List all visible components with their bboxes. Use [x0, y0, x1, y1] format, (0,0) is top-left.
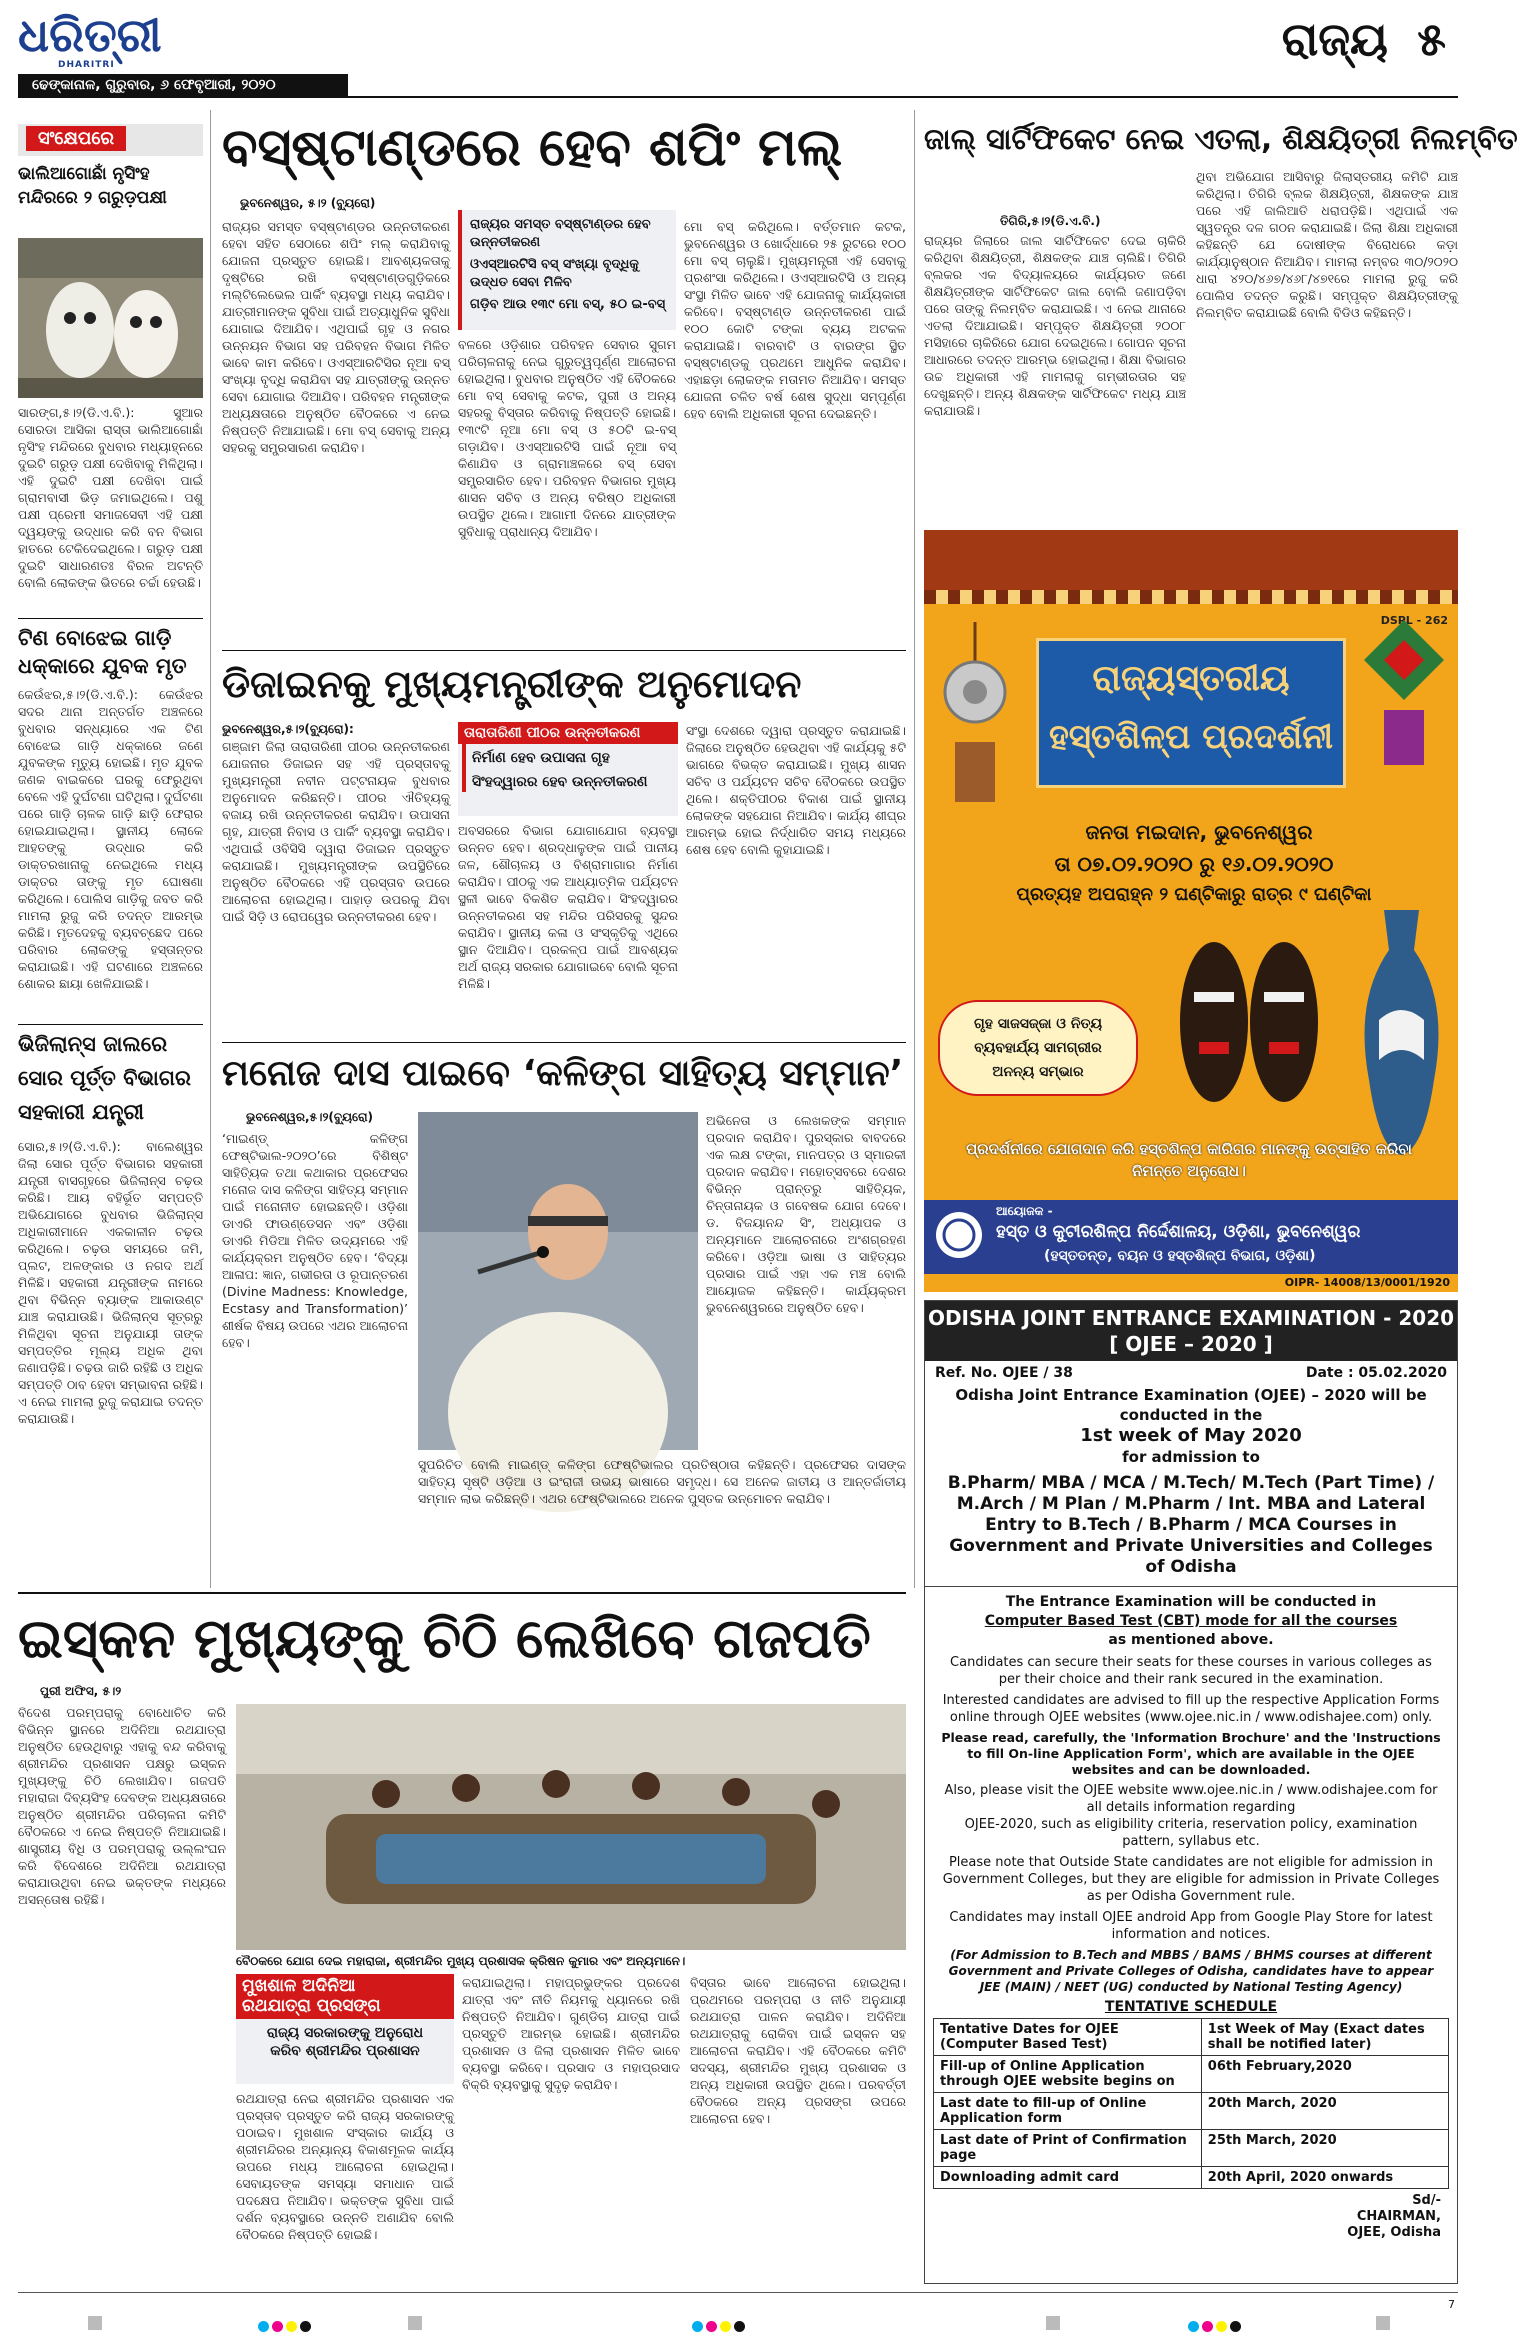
divider-2 [18, 1024, 203, 1025]
table-row [934, 2056, 1449, 2093]
ojee-title: ODISHA JOINT ENTRANCE EXAMINATION - 2020 [927, 1306, 1455, 1330]
bus-highlight-1: ରାଜ୍ୟର ସମସ୍ତ ବସ୍‌ଷ୍ଟାଣ୍ଡର ହେବ ଉନ୍ନତୀକରଣ [470, 217, 651, 250]
design-body-1: ଗଞ୍ଜାମ ଜିଲା ତାରାତାରିଣୀ ପୀଠର ଉନ୍ନତୀକରଣ ଯୋଜନାର ଡିଜାଇନ ସହ ଏହି ପ୍ରସ୍ତାବକୁ ମୁଖ୍ୟମନ୍ତ୍ରୀ ନବୀନ ପଟ୍ଟନାୟକ ବୁଧବାର ଅନୁମୋଦନ କରିଛନ୍ତି। ପୀଠର ଐତିହ୍ୟକୁ ବଜାୟ ରଖି ଉନ୍ନତୀକରଣ କରାଯିବ। ଉପାସନା ଗୃହ, ଯାତ୍ରୀ ନିବାସ ଓ ପାର୍କିଂ ବ୍ୟବସ୍ଥା କରାଯିବ। ଏଥିପାଇଁ ଓବିସିସି ଦ୍ୱାରା ଡିଜାଇନ ପ୍ରସ୍ତୁତ କରାଯାଇଛି। ମୁଖ୍ୟମନ୍ତ୍ରୀଙ୍କ ଉପସ୍ଥିତିରେ ଅନୁଷ୍ଠିତ ବୈଠକରେ ଏହି ପ୍ରସ୍ତାବ ଉପରେ ଆଲୋଚନା ହୋଇଥିଲା। ପାହାଡ଼ ଉପରକୁ ଯିବା ପାଇଁ ସିଡ଼ି ଓ ରୋପୱେର ଉନ୍ନତୀକରଣ ହେବ। [222, 739, 450, 924]
iskcon-box-title-2: ରଥଯାତ୍ରା ପ୍ରସଙ୍ଗ [236, 1996, 454, 2019]
col-divider-1 [210, 110, 211, 1588]
ad-dates: ତା ୦୭.୦୨.୨୦୨୦ ରୁ ୧୬.୦୨.୨୦୨୦ [1054, 852, 1334, 876]
design-headline: ଡିଜାଇନକୁ ମୁଖ୍ୟମନ୍ତ୍ରୀଙ୍କ ଅନୁମୋଦନ [222, 662, 802, 706]
manoj-body-1: ‘ମାଇଣ୍ଡ୍ କଳିଙ୍ଗ ଫେଷ୍ଟିଭାଲ-୨୦୨୦’ରେ ବିଶିଷ୍ଟ ସାହିତ୍ୟିକ ତଥା କଥାକାର ପ୍ରଫେସର ମନୋଜ ଦାସ କଳିଙ୍ଗ ସାହିତ୍ୟ ସମ୍ମାନ ପାଇଁ ମନୋନୀତ ହୋଇଛନ୍ତି। ଓଡ଼ିଶା ଡାଏରି ଫାଉଣ୍ଡେସନ ଏବଂ ଓଡ଼ିଶା ଡାଏରି ମିଡିଆ ମିଳିତ ଉଦ୍ୟମରେ ଏହି କାର୍ଯ୍ୟକ୍ରମ ଅନୁଷ୍ଠିତ ହେବ। ‘ବିଦ୍ୟା ଆଳାପ: ଜ୍ଞାନ, ଗଭୀରତା ଓ ରୂପାନ୍ତରଣ (Divine Madness: Knowledge, Ecstasy and Transformation)’ ଶୀର୍ଷକ ବିଷୟ ଉପରେ ଏଥର ଆଲୋଚନା ହେବ। [222, 1131, 408, 1350]
ojee-sign-3: OJEE, Odisha [1347, 2225, 1441, 2240]
iskcon-box-title-1: ମୁଖଶାଳ ଅଦିନିଆ [236, 1974, 454, 1996]
ad-org-sub: (ହସ୍ତତନ୍ତ, ବୟନ ଓ ହସ୍ତଶିଳ୍ପ ବିଭାଗ, ଓଡ଼ିଶା) [1044, 1248, 1316, 1264]
schedule-label: Tentative Dates for OJEE (Computer Based Test) [934, 2019, 1202, 2056]
ojee-date: Date : 05.02.2020 [1305, 1365, 1447, 1381]
ad-venue: ଜନତା ମଇଦାନ, ଭୁବନେଶ୍ୱର [1085, 820, 1313, 844]
manoj-byline: ଭୁବନେଶ୍ୱର,୫।୨(ବ୍ୟୁରୋ) [246, 1110, 374, 1124]
iskcon-body-1: ବିଦେଶ ପରମ୍ପରାକୁ ବୋଧୋଚିତ କରି ବିଭିନ୍ନ ସ୍ଥାନରେ ଅଦିନିଆ ରଥଯାତ୍ରା ଅନୁଷ୍ଠିତ ହେଉଥିବାରୁ ଏହାକୁ ବନ୍ଦ କରିବାକୁ ଶ୍ରୀମନ୍ଦିର ପ୍ରଶାସନ ପକ୍ଷରୁ ଇସ୍କନ ମୁଖ୍ୟଙ୍କୁ ଚିଠି ଲେଖାଯିବ। ଗଜପତି ମହାରାଜା ଦିବ୍ୟସିଂହ ଦେବଙ୍କ ଅଧ୍ୟକ୍ଷତାରେ ଅନୁଷ୍ଠିତ ଶ୍ରୀମନ୍ଦିର ପରିଚାଳନା କମିଟି ବୈଠକରେ ଏ ନେଇ ନିଷ୍ପତ୍ତି ନିଆଯାଇଛି। ଶାସ୍ତ୍ରୀୟ ବିଧି ଓ ପରମ୍ପରାକୁ ଉଲ୍ଲଂଘନ କରି ବିଦେଶରେ ଅଦିନିଆ ରଥଯାତ୍ରା କରାଯାଉଥିବା ନେଇ ଭକ୍ତଙ୍କ ମଧ୍ୟରେ ଅସନ୍ତୋଷ ରହିଛି। [18, 1705, 226, 1907]
schedule-label: Downloading admit card [934, 2167, 1202, 2189]
ad-ref: OIPR- 14008/13/0001/1920 [1284, 1276, 1450, 1289]
ad-badge [938, 1000, 1138, 1096]
dateline-text: ଢେଙ୍କାନାଳ, ଗୁରୁବାର, ୬ ଫେବୃଆରୀ, ୨୦୨୦ [32, 77, 276, 93]
ojee-cbt-3: as mentioned above. [1108, 1632, 1274, 1648]
divider-1 [18, 618, 203, 619]
table-row [934, 2093, 1449, 2130]
schedule-value: 1st Week of May (Exact dates shall be notified later) [1201, 2019, 1448, 2056]
design-highlight-title: ତାରାତାରିଣୀ ପୀଠର ଉନ୍ନତୀକରଣ [458, 722, 678, 744]
ad-timing: ପ୍ରତ୍ୟହ ଅପରାହ୍ନ ୨ ଘଣ୍ଟିକାରୁ ରାତ୍ର ୯ ଘଣ୍ଟିକା [1016, 884, 1372, 905]
cert-body-2: ଥିବା ଅଭିଯୋଗ ଆସିବାରୁ ଜିଲାସ୍ତରୀୟ କମିଟି ଯାଞ୍ଚ କରିଥିଲା। ତିଗିରି ବ୍ଲକ ଶିକ୍ଷୟିତ୍ରୀ, ଶିକ୍ଷକଙ୍କ ଯାଞ୍ଚ ପରେ ଏହି ଜାଲିଆତି ଧରାପଡ଼ିଛି। ଏଥିପାଇଁ ଏକ ସ୍ୱତନ୍ତ୍ର ଦଳ ଗଠନ କରାଯାଇଛି। ଜିଲା ଶିକ୍ଷା ଅଧିକାରୀ କହିଛନ୍ତି ଯେ ଦୋଷୀଙ୍କ ବିରୋଧରେ କଡ଼ା କାର୍ଯ୍ୟାନୁଷ୍ଠାନ ନିଆଯିବ। ମାମଲା ନମ୍ବର ୩୦/୨୦୨୦ ଧାରା ୪୨୦/୪୬୭/୪୬୮/୪୭୧ରେ ମାମଲା ରୁଜୁ କରି ପୋଲିସ ତଦନ୍ତ କରୁଛି। ସମ୍ପୃକ୍ତ ଶିକ୍ଷୟିତ୍ରୀଙ୍କୁ ନିଲମ୍ବିତ କରାଯାଇଛି ବୋଲି ବିଡିଓ କହିଛନ୍ତି। [1196, 169, 1458, 320]
ojee-intro: Odisha Joint Entrance Examination (OJEE) – 2020 will be conducted in the [955, 1386, 1427, 1424]
schedule-value: 06th February,2020 [1201, 2056, 1448, 2093]
dateline [18, 74, 348, 96]
schedule-value: 25th March, 2020 [1201, 2130, 1448, 2167]
taxi-headline: ଟିଣ ବୋଝେଇ ଗାଡ଼ି ଧକ୍କାରେ ଯୁବକ ମୃତ [18, 626, 187, 678]
schedule-value: 20th March, 2020 [1201, 2093, 1448, 2130]
reg-mark-gray-2 [408, 2316, 422, 2330]
table-row [934, 2019, 1449, 2056]
ojee-p6: Please note that Outside State candidates are not eligible for admission in Government Colleges, but they are eligible for admission in Private Colleges as per Odisha Government rule. [942, 1855, 1440, 1904]
manoj-body-2: ଅଭିନେତା ଓ ଲେଖକଙ୍କ ସମ୍ମାନ ପ୍ରଦାନ କରାଯିବ। ପୁରସ୍କାର ବାବଦରେ ଏକ ଲକ୍ଷ ଟଙ୍କା, ମାନପତ୍ର ଓ ସ୍ମାରକୀ ପ୍ରଦାନ କରାଯିବ। ମହୋତ୍ସବରେ ଦେଶର ବିଭିନ୍ନ ପ୍ରାନ୍ତରୁ ସାହିତ୍ୟିକ, ଚିନ୍ତାନାୟକ ଓ ଗବେଷକ ଯୋଗ ଦେବେ। ଡ. ବିଜୟାନନ୍ଦ ସିଂ, ଅଧ୍ୟାପକ ଓ ଅନ୍ୟମାନେ ଆଲୋଚନାରେ ଅଂଶଗ୍ରହଣ କରିବେ। ଓଡ଼ିଆ ଭାଷା ଓ ସାହିତ୍ୟର ପ୍ରସାର ପାଇଁ ଏହା ଏକ ମଞ୍ଚ ବୋଲି ଆୟୋଜକ କହିଛନ୍ତି। କାର୍ଯ୍ୟକ୍ରମ ଭୁବନେଶ୍ୱରରେ ଅନୁଷ୍ଠିତ ହେବ। [706, 1113, 906, 1315]
vigilance-body: ସୋର,୫।୨(ଡି.ଏ.ବି.): ବାଲେଶ୍ୱର ଜିଲା ସୋର ପୂର୍ତ୍ତ ବିଭାଗର ସହକାରୀ ଯନ୍ତ୍ରୀ ବାସଗୃହରେ ଭିଜିଲାନ୍ସ ଚଢ଼ଉ କରିଛି। ଆୟ ବହିର୍ଭୂତ ସମ୍ପତ୍ତି ଅଭିଯୋଗରେ ବୁଧବାର ଭିଜିଲାନ୍ସ ଅଧିକାରୀମାନେ ଏକକାଳୀନ ଚଢ଼ଉ କରିଥିଲେ। ଚଢ଼ଉ ସମୟରେ ଜମି, ପ୍ଲଟ, ଅଳଙ୍କାର ଓ ନଗଦ ଅର୍ଥ ମିଳିଛି। ସହକାରୀ ଯନ୍ତ୍ରୀଙ୍କ ନାମରେ ଥିବା ବିଭିନ୍ନ ବ୍ୟାଙ୍କ ଆକାଉଣ୍ଟ ଯାଞ୍ଚ କରାଯାଉଛି। ଭିଜିଲାନ୍ସ ସୂତ୍ରରୁ ମିଳିଥିବା ସୂଚନା ଅନୁଯାୟୀ ତାଙ୍କ ସମ୍ପତ୍ତିର ମୂଲ୍ୟ ଅଧିକ ଥିବା ଜଣାପଡ଼ିଛି। ଚଢ଼ଉ ଜାରି ରହିଛି ଓ ଅଧିକ ସମ୍ପତ୍ତି ଠାବ ହେବା ସମ୍ଭାବନା ରହିଛି। ଏ ନେଇ ମାମଲା ରୁଜୁ କରାଯାଇ ତଦନ୍ତ କରାଯାଉଛି। [18, 1139, 203, 1426]
ad-org-label: ଆୟୋଜକ - [996, 1204, 1053, 1218]
bus-highlight-box [458, 210, 676, 330]
table-row [934, 2167, 1449, 2189]
taxi-body: କେଉଁଝର,୫।୨(ଡି.ଏ.ବି.): କେଉଁଝର ସଦର ଥାନା ଅନ୍ତର୍ଗତ ଅଞ୍ଚଳରେ ବୁଧବାର ସନ୍ଧ୍ୟାରେ ଏକ ଟିଣ ବୋଝେଇ ଗାଡ଼ି ଧକ୍କାରେ ଜଣେ ଯୁବକଙ୍କ ମୃତ୍ୟୁ ହୋଇଛି। ମୃତ ଯୁବକ ଜଣକ ବାଇକରେ ଘରକୁ ଫେରୁଥିବା ବେଳେ ଏହି ଦୁର୍ଘଟଣା ଘଟିଥିଲା। ଦୁର୍ଘଟଣା ପରେ ଗାଡ଼ି ଚାଳକ ଗାଡ଼ି ଛାଡ଼ି ଫେରାର ହୋଇଯାଇଥିଲା। ସ୍ଥାନୀୟ ଲୋକେ ଆହତଙ୍କୁ ଉଦ୍ଧାର କରି ଡାକ୍ତରଖାନାକୁ ନେଇଥିଲେ ମଧ୍ୟ ଡାକ୍ତର ତାଙ୍କୁ ମୃତ ଘୋଷଣା କରିଥିଲେ। ପୋଲିସ ଗାଡ଼ିକୁ ଜବତ କରି ମାମଲା ରୁଜୁ କରି ତଦନ୍ତ ଆରମ୍ଭ କରିଛି। ମୃତଦେହକୁ ବ୍ୟବଚ୍ଛେଦ ପରେ ପରିବାର ଲୋକଙ୍କୁ ହସ୍ତାନ୍ତର କରାଯାଇଛି। ଏହି ଘଟଣାରେ ଅଞ୍ଚଳରେ ଶୋକର ଛାୟା ଖେଳିଯାଇଛି। [18, 687, 203, 991]
meeting-photo [236, 1704, 906, 1950]
sankshep-headline: ଭାଲିଆଗୋଛାଁ ନୃସିଂହ ମନ୍ଦିରରେ ୨ ଗରୁଡ଼ପକ୍ଷୀ [18, 164, 167, 208]
ad-org-box [924, 1200, 1458, 1274]
ad-top-pattern [924, 590, 1458, 604]
ad-left-craft-icon [940, 622, 1010, 822]
iskcon-body-3: କରାଯାଇଥିଲା। ମହାପ୍ରଭୁଙ୍କର ପ୍ରଦେଶ ଯାତ୍ରା ଏବଂ ନୀତି ନିୟମକୁ ଧ୍ୟାନରେ ରଖି ନିଷ୍ପତ୍ତି ନିଆଯିବ। ଗୁଣ୍ଡିଚା ଯାତ୍ରା ପାଇଁ ପ୍ରସ୍ତୁତି ଆରମ୍ଭ ହୋଇଛି। ଶ୍ରୀମନ୍ଦିର ପ୍ରଶାସନ ଓ ଜିଲା ପ୍ରଶାସନ ମିଳିତ ଭାବେ ବ୍ୟବସ୍ଥା କରିବେ। ପ୍ରସାଦ ଓ ମହାପ୍ରସାଦ ବିକ୍ରି ବ୍ୟବସ୍ଥାକୁ ସୁଦୃଢ଼ କରାଯିବ। [462, 1975, 680, 2092]
bus-highlight-3: ଗଡ଼ିବ ଆଉ ୧୩୯ ମୋ ବସ୍, ୫୦ ଇ-ବସ୍ [470, 297, 666, 312]
section-title: ରାଜ୍ୟ [1281, 12, 1388, 66]
bus-headline: ବସ୍‌ଷ୍ଟାଣ୍ଡରେ ହେବ ଶପିଂ ମଲ୍ [222, 118, 843, 178]
sankshep-label-text: ସଂକ୍ଷେପରେ [26, 126, 126, 151]
vigilance-headline-1: ଭିଜିଲାନ୍ସ ଜାଲରେ [18, 1032, 168, 1056]
logo: ଧରିତ୍ରୀ [18, 8, 162, 62]
divider-4 [222, 1042, 906, 1043]
ojee-for-admission: for admission to [1122, 1448, 1260, 1466]
reg-mark-gray-4 [1376, 2316, 1390, 2330]
iskcon-body-2: ରଥଯାତ୍ରା ନେଇ ଶ୍ରୀମନ୍ଦିର ପ୍ରଶାସନ ଏକ ପ୍ରସ୍ତାବ ପ୍ରସ୍ତୁତ କରି ରାଜ୍ୟ ସରକାରଙ୍କୁ ପଠାଇବ। ମୁଖଶାଳ ସଂସ୍କାର କାର୍ଯ୍ୟ ଓ ଶ୍ରୀମନ୍ଦିରର ଅନ୍ୟାନ୍ୟ ବିକାଶମୂଳକ କାର୍ଯ୍ୟ ଉପରେ ମଧ୍ୟ ଆଲୋଚନା ହୋଇଥିଲା। ସେବାୟତଙ୍କ ସମସ୍ୟା ସମାଧାନ ପାଇଁ ପଦକ୍ଷେପ ନିଆଯିବ। ଭକ୍ତଙ୍କ ସୁବିଧା ପାଇଁ ଦର୍ଶନ ବ୍ୟବସ୍ଥାରେ ଉନ୍ନତି ଅଣାଯିବ ବୋଲି ବୈଠକରେ ନିଷ୍ପତ୍ତି ହୋଇଛି। [236, 2091, 454, 2242]
page-number: ୫ [1417, 12, 1446, 66]
ad-title-line-2: ହସ୍ତଶିଳ୍ପ ପ୍ରଦର୍ଶନୀ [1048, 717, 1334, 757]
design-body-3: ସଂସ୍ଥା ଦେଶରେ ଦ୍ୱାରା ପ୍ରସ୍ତୁତ କରାଯାଇଛି। ଜିଲାରେ ଅନୁଷ୍ଠିତ ହେଉଥିବା ଏହି କାର୍ଯ୍ୟକୁ ୫ଟି ଭାଗରେ ବିଭକ୍ତ କରାଯାଇଛି। ମୁଖ୍ୟ ଶାସନ ସଚିବ ଓ ପର୍ଯ୍ୟଟନ ସଚିବ ବୈଠକରେ ଉପସ୍ଥିତ ଥିଲେ। ଶକ୍ତିପୀଠର ବିକାଶ ପାଇଁ ସ୍ଥାନୀୟ ଲୋକଙ୍କ ସହଯୋଗ ନିଆଯିବ। କାର୍ଯ୍ୟ ଶୀଘ୍ର ଆରମ୍ଭ ହୋଇ ନିର୍ଦ୍ଧାରିତ ସମୟ ମଧ୍ୟରେ ଶେଷ ହେବ ବୋଲି କୁହାଯାଇଛି। [686, 723, 906, 857]
cmyk-mark-3 [1188, 2317, 1244, 2336]
divider-3 [222, 650, 906, 651]
ojee-p2: Interested candidates are advised to fill up the respective Application Forms online through OJEE websites (www.ojee.nic.in / www.odishajee.com) only. [942, 1693, 1440, 1725]
design-highlight-2: ସିଂହଦ୍ୱାରର ହେବ ଉନ୍ନତୀକରଣ [462, 768, 678, 792]
cert-headline: ଜାଲ୍ ସାର୍ଟିଫିକେଟ ନେଇ ଏତଲା, ଶିକ୍ଷୟିତ୍ରୀ ନିଲମ୍ବିତ [924, 122, 1518, 156]
ad-title-box [1036, 638, 1346, 788]
bus-body-1: ରାଜ୍ୟର ସମସ୍ତ ବସ୍‌ଷ୍ଟାଣ୍ଡର ଉନ୍ନତୀକରଣ ହେବା ସହିତ ସେଠାରେ ଶପିଂ ମଲ୍ କରାଯିବାକୁ ଯୋଜନା ପ୍ରସ୍ତୁତ ହୋଇଛି। ଆବଶ୍ୟକତାକୁ ଦୃଷ୍ଟିରେ ରଖି ବସ୍‌ଷ୍ଟାଣ୍ଡଗୁଡ଼ିକରେ ମଲ୍ଟିଲେଭେଲ ପାର୍କିଂ ବ୍ୟବସ୍ଥା ମଧ୍ୟ କରାଯିବ। ଯାତ୍ରୀମାନଙ୍କ ସୁବିଧା ପାଇଁ ଅତ୍ୟାଧୁନିକ ସୁବିଧା ଯୋଗାଇ ଦିଆଯିବ। ଏଥିପାଇଁ ଗୃହ ଓ ନଗର ଉନ୍ନୟନ ବିଭାଗ ସହ ପରିବହନ ବିଭାଗ ମିଳିତ ଭାବେ କାମ କରିବେ। ଓଏସ୍‌ଆରଟିସିର ନୂଆ ବସ୍ ସଂଖ୍ୟା ବୃଦ୍ଧି କରାଯିବା ସହ ଯାତ୍ରୀଙ୍କୁ ଉନ୍ନତ ସେବା ଯୋଗାଇ ଦିଆଯିବ। ପରିବହନ ମନ୍ତ୍ରୀଙ୍କ ଅଧ୍ୟକ୍ଷତାରେ ଅନୁଷ୍ଠିତ ବୈଠକରେ ଏ ନେଇ ନିଷ୍ପତ୍ତି ନିଆଯାଇଛି। ମୋ ବସ୍ ସେବାକୁ ଅନ୍ୟ ସହରକୁ ସମ୍ପ୍ରସାରଣ କରାଯିବ। [222, 219, 450, 455]
ojee-schedule-title: TENTATIVE SCHEDULE [1104, 1999, 1278, 2015]
vigilance-headline-2: ସୋର ପୂର୍ତ୍ତ ବିଭାଗର [18, 1066, 191, 1090]
reg-mark-gray-3 [1046, 2316, 1060, 2330]
vigilance-headline-3: ସହକାରୀ ଯନ୍ତ୍ରୀ [18, 1100, 144, 1124]
iskcon-byline: ପୁରୀ ଅଫିସ, ୫।୨ [40, 1684, 122, 1698]
masthead-rule [18, 96, 1458, 98]
schedule-value: 20th April, 2020 onwards [1201, 2167, 1448, 2189]
ad-mask-icon [1174, 922, 1324, 1122]
logo-sub: DHARITRI [58, 60, 115, 70]
ojee-p3: Please read, carefully, the 'Information Brochure' and the 'Instructions to fill On-line Application Form', which are available in the OJEE websites and can be downloaded. [941, 1730, 1441, 1777]
manoj-body-3: ସୁପରିଚିତ ବୋଲି ମାଇଣ୍ଡ୍ କଳିଙ୍ଗ ଫେଷ୍ଟିଭାଲର ପ୍ରତିଷ୍ଠାତା କହିଛନ୍ତି। ପ୍ରଫେସର ଦାସଙ୍କ ସାହିତ୍ୟ ସୃଷ୍ଟି ଓଡ଼ିଆ ଓ ଇଂରାଜୀ ଉଭୟ ଭାଷାରେ ସମୃଦ୍ଧ। ସେ ଅନେକ ଜାତୀୟ ଓ ଆନ୍ତର୍ଜାତୀୟ ସମ୍ମାନ ଲାଭ କରିଛନ୍ତି। ଏଥର ଫେଷ୍ଟିଭାଲରେ ଅନେକ ପୁସ୍ତକ ଉନ୍ମୋଚନ କରାଯିବ। [418, 1457, 906, 1506]
bus-highlight-2: ଓଏସ୍‌ଆରଟିସି ବସ୍ ସଂଖ୍ୟା ବୃଦ୍ଧିକୁ ଉଦ୍ଧତ ସେବା ମିଳିବ [470, 257, 639, 290]
ad-vase-icon [1354, 910, 1449, 1160]
masthead [18, 8, 1458, 93]
manoj-das-photo [418, 1112, 698, 1450]
bus-body-3: ମୋ ବସ୍ କରିଥିଲେ। ବର୍ତ୍ତମାନ କଟକ, ଭୁବନେଶ୍ୱର ଓ ଖୋର୍ଦ୍ଧାରେ ୨୫ ରୁଟରେ ୧୦୦ ମୋ ବସ୍ ଚାଲୁଛି। ମୁଖ୍ୟମନ୍ତ୍ରୀ ଏହି ସେବାକୁ ପ୍ରଶଂସା କରିଥିଲେ। ଓଏସ୍‌ଆରଟିସି ଓ ଅନ୍ୟ ସଂସ୍ଥା ମିଳିତ ଭାବେ ଏହି ଯୋଜନାକୁ କାର୍ଯ୍ୟକାରୀ କରିବେ। ବସ୍‌ଷ୍ଟାଣ୍ଡ ଉନ୍ନତୀକରଣ ପାଇଁ ୧୦୦ କୋଟି ଟଙ୍କା ବ୍ୟୟ ଅଟକଳ କରାଯାଇଛି। ବାରବାଟି ଓ ବାରଙ୍ଗ ସ୍ଥିତ ବସ୍‌ଷ୍ଟାଣ୍ଡକୁ ପ୍ରଥମେ ଆଧୁନିକ କରାଯିବ। ଏହାଛଡ଼ା ଲୋକଙ୍କ ମତାମତ ନିଆଯିବ। ସମସ୍ତ ଯୋଜନା ଚଳିତ ବର୍ଷ ଶେଷ ସୁଦ୍ଧା ସମ୍ପୂର୍ଣ୍ଣ ହେବ ବୋଲି ଅଧିକାରୀ ସୂଚନା ଦେଇଛନ୍ତି। [684, 219, 906, 421]
cmyk-mark-1 [258, 2317, 314, 2336]
sankshep-body: ସାରଙ୍ଗ,୫।୨(ଡି.ଏ.ବି.): ସୁଆର ସୋରଡା ଆସିକା ରାସ୍ତା ଭାଲିଆଗୋଛାଁ ନୃସିଂହ ମନ୍ଦିରରେ ବୁଧବାର ମଧ୍ୟାହ୍ନରେ ଦୁଇଟି ଗରୁଡ଼ ପକ୍ଷୀ ଦେଖିବାକୁ ମିଳିଥିଲା। ଏହି ଦୁଇଟି ପକ୍ଷୀ ଦେଖିବା ପାଇଁ ଗ୍ରାମବାସୀ ଭିଡ଼ ଜମାଇଥିଲେ। ପଶୁ ପକ୍ଷୀ ପ୍ରେମୀ ସମାଜସେବୀ ଏହି ପକ୍ଷୀ ଦ୍ୱୟଙ୍କୁ ଉଦ୍ଧାର କରି ବନ ବିଭାଗ ହାତରେ ଟେକିଦେଇଥିଲେ। ଗରୁଡ଼ ପକ୍ଷୀ ଦୁଇଟି ସାଧାରଣତଃ ବିରଳ ଅଟନ୍ତି ବୋଲି ଲୋକଙ୍କ ଭିତରେ ଚର୍ଚ୍ଚା ହେଉଛି। [18, 405, 203, 590]
cert-body-1: ରାଜ୍ୟର ଜିଲାରେ ଜାଲ ସାର୍ଟିଫିକେଟ ଦେଇ ଚାକିରି କରିଥିବା ଶିକ୍ଷୟିତ୍ରୀ, ଶିକ୍ଷକଙ୍କ ଯାଞ୍ଚ ଚାଲିଛି। ତିଗିରି ବ୍ଲକର ଏକ ବିଦ୍ୟାଳୟରେ କାର୍ଯ୍ୟରତ ଜଣେ ଶିକ୍ଷୟିତ୍ରୀଙ୍କ ସାର୍ଟିଫିକେଟ ଜାଲ ବୋଲି ଜଣାପଡ଼ିବା ପରେ ତାଙ୍କୁ ନିଲମ୍ବିତ କରାଯାଇଛି। ଏ ନେଇ ଥାନାରେ ଏତଲା ଦିଆଯାଇଛି। ସମ୍ପୃକ୍ତ ଶିକ୍ଷୟିତ୍ରୀ ୨୦୦୮ ମସିହାରେ ଚାକିରିରେ ଯୋଗ ଦେଇଥିଲେ। ଗୋପନ ସୂଚନା ଆଧାରରେ ତଦନ୍ତ ଆରମ୍ଭ ହୋଇଥିଲା। ଶିକ୍ଷା ବିଭାଗର ଉଚ୍ଚ ଅଧିକାରୀ ଏହି ମାମଲାକୁ ଗମ୍ଭୀରତାର ସହ ଦେଖୁଛନ୍ତି। ଅନ୍ୟ ଶିକ୍ଷକଙ୍କ ସାର୍ଟିଫିକେଟ ମଧ୍ୟ ଯାଞ୍ଚ କରାଯାଉଛି। [924, 233, 1186, 418]
iskcon-caption: ବୈଠକରେ ଯୋଗ ଦେଇ ମହାରାଜା, ଶ୍ରୀମନ୍ଦିର ମୁଖ୍ୟ ପ୍ରଶାସକ କ୍ରିଷନ କୁମାର ଏବଂ ଅନ୍ୟମାନେ। [236, 1954, 686, 1968]
design-highlight-1: ନିର୍ମାଣ ହେବ ଉପାସନା ଗୃହ [462, 744, 678, 768]
ad-right-craft-icon [1364, 620, 1444, 770]
ad-title-line-1: ରାଜ୍ୟସ୍ତରୀୟ [1092, 658, 1290, 699]
ojee-p7: Candidates may install OJEE android App from Google Play Store for latest information and notices. [949, 1910, 1433, 1942]
bus-body-2: ବଳରେ ଓଡ଼ିଶାର ପରିବହନ ସେବାର ସୁଗମ ପରିଚାଳନାକୁ ନେଇ ଗୁରୁତ୍ୱପୂର୍ଣ୍ଣ ଆଲୋଚନା ହୋଇଥିଲା। ବୁଧବାର ଅନୁଷ୍ଠିତ ଏହି ବୈଠକରେ ମୋ ବସ୍ ସେବାକୁ କଟକ, ପୁରୀ ଓ ଅନ୍ୟ ସହରକୁ ବିସ୍ତାର କରିବାକୁ ନିଷ୍ପତ୍ତି ହୋଇଛି। ୧୩୯ଟି ନୂଆ ମୋ ବସ୍ ଓ ୫୦ଟି ଇ-ବସ୍ ଗଡ଼ାଯିବ। ଓଏସ୍‌ଆରଟିସି ପାଇଁ ନୂଆ ବସ୍ କିଣାଯିବ ଓ ଗ୍ରାମାଞ୍ଚଳରେ ବସ୍ ସେବା ସମ୍ପ୍ରସାରିତ ହେବ। ପରିବହନ ବିଭାଗର ମୁଖ୍ୟ ଶାସନ ସଚିବ ଓ ଅନ୍ୟ ବରିଷ୍ଠ ଅଧିକାରୀ ଉପସ୍ଥିତ ଥିଲେ। ଆଗାମୀ ଦିନରେ ଯାତ୍ରୀଙ୍କ ସୁବିଧାକୁ ପ୍ରାଧାନ୍ୟ ଦିଆଯିବ। [458, 337, 676, 539]
ad-org: ହସ୍ତ ଓ କୁଟୀରଶିଳ୍ପ ନିର୍ଦ୍ଦେଶାଳୟ, ଓଡ଼ିଶା, ଭୁବନେଶ୍ୱର [996, 1222, 1361, 1242]
schedule-label: Fill-up of Online Application through OJEE website begins on [934, 2056, 1202, 2093]
iskcon-headline: ଇସ୍କନ ମୁଖ୍ୟଙ୍କୁ ଚିଠି ଲେଖିବେ ଗଜପତି [18, 1607, 871, 1670]
ojee-sign-1: Sd/- [1412, 2193, 1441, 2208]
divider-5 [18, 1592, 906, 1594]
ojee-signature [925, 2189, 1457, 2241]
ojee-courses: B.Pharm/ MBA / MCA / M.Tech/ M.Tech (Part Time) / M.Arch / M Plan / M.Pharm / Int. MBA and Lateral Entry to B.Tech / B.Pharm / MCA Courses in Government and Private Universities and Colleges of Odisha [925, 1473, 1457, 1587]
col-divider-2 [914, 110, 915, 1588]
ad-top-band [924, 530, 1458, 590]
iskcon-body-4: ବିସ୍ତାର ଭାବେ ଆଲୋଚନା ହୋଇଥିଲା। ପ୍ରଥମରେ ପରମ୍ପରା ଓ ନୀତି ଅନୁଯାୟୀ ରଥଯାତ୍ରା ପାଳନ କରାଯିବ। ଅଦିନିଆ ରଥଯାତ୍ରାକୁ ରୋକିବା ପାଇଁ ଇସ୍କନ ସହ ଆଲୋଚନା କରାଯିବ। ଏହି ବୈଠକରେ କମିଟି ସଦସ୍ୟ, ଶ୍ରୀମନ୍ଦିର ମୁଖ୍ୟ ପ୍ରଶାସକ ଓ ଅନ୍ୟ ଅଧିକାରୀ ଉପସ୍ଥିତ ଥିଲେ। ପରବର୍ତ୍ତୀ ବୈଠକରେ ଅନ୍ୟ ପ୍ରସଙ୍ଗ ଉପରେ ଆଲୋଚନା ହେବ। [690, 1975, 906, 2126]
schedule-label: Last date of Print of Confirmation page [934, 2130, 1202, 2167]
footer-rule [18, 2292, 1458, 2293]
schedule-label: Last date to fill-up of Online Application form [934, 2093, 1202, 2130]
cmyk-mark-2 [692, 2317, 748, 2336]
ad-badge-text: ଗୃହ ସାଜସଜ୍ଜା ଓ ନିତ୍ୟ ବ୍ୟବହାର୍ଯ୍ୟ ସାମଗ୍ରୀର ଅନନ୍ୟ ସମ୍ଭାର [973, 1016, 1103, 1080]
ojee-notice [924, 1300, 1458, 2284]
reg-mark-gray-1 [88, 2316, 102, 2330]
ojee-p1: Candidates can secure their seats for these courses in various colleges as per their choice and their rank secured in the examination. [950, 1655, 1432, 1687]
ojee-week: 1st week of May 2020 [1080, 1425, 1302, 1446]
footer-page-mark: 7 [1448, 2298, 1455, 2311]
cert-byline: ତିଗିରି,୫।୨(ଡି.ଏ.ବି.) [1000, 214, 1101, 228]
ojee-p4: Also, please visit the OJEE website www.ojee.nic.in / www.odishajee.com for all details information regarding [944, 1783, 1438, 1815]
odisha-emblem-icon [934, 1210, 984, 1260]
iskcon-box [236, 1974, 454, 2084]
ojee-p8: (For Admission to B.Tech and MBBS / BAMS / BHMS courses at different Government and Private Colleges of Odisha, candidates have to appear JEE (MAIN) / NEET (UG) conducted by National Testing Agency) [948, 1948, 1434, 1994]
ojee-subtitle: [ OJEE – 2020 ] [1109, 1332, 1273, 1356]
ojee-schedule-table [933, 2018, 1449, 2189]
design-body-2: ଅବସରରେ ବିଭାଗ ଯୋଗାଯୋଗ ବ୍ୟବସ୍ଥା ଉନ୍ନତ ହେବ। ଶ୍ରଦ୍ଧାଳୁଙ୍କ ପାଇଁ ପାନୀୟ ଜଳ, ଶୌଚାଳୟ ଓ ବିଶ୍ରାମାଗାର ନିର୍ମାଣ କରାଯିବ। ପୀଠକୁ ଏକ ଆଧ୍ୟାତ୍ମିକ ପର୍ଯ୍ୟଟନ ସ୍ଥଳୀ ଭାବେ ବିକଶିତ କରାଯିବ। ସିଂହଦ୍ୱାରର ଉନ୍ନତୀକରଣ ସହ ମନ୍ଦିର ପରିସରକୁ ସୁନ୍ଦର କରାଯିବ। ସ୍ଥାନୀୟ କଳା ଓ ସଂସ୍କୃତିକୁ ଏଥିରେ ସ୍ଥାନ ଦିଆଯିବ। ପ୍ରକଳ୍ପ ପାଇଁ ଆବଶ୍ୟକ ଅର୍ଥ ରାଜ୍ୟ ସରକାର ଯୋଗାଇବେ ବୋଲି ସୂଚନା ମିଳିଛି। [458, 823, 678, 991]
ojee-sign-2: CHAIRMAN, [1356, 2209, 1441, 2224]
design-byline: ଭୁବନେଶ୍ୱର,୫।୨(ବ୍ୟୁରୋ): [222, 722, 354, 736]
ojee-title-bar [925, 1301, 1457, 1361]
ojee-cbt-1: The Entrance Examination will be conducted in [1005, 1594, 1377, 1610]
ad-invite: ପ୍ରଦର୍ଶନୀରେ ଯୋଗଦାନ କରି ହସ୍ତଶିଳ୍ପ କାରିଗର ମାନଙ୍କୁ ଉତ୍ସାହିତ କରିବା ନିମନ୍ତେ ଅନୁରୋଧ। [966, 1140, 1412, 1180]
iskcon-box-sub-2: କରିବ ଶ୍ରୀମନ୍ଦିର ପ୍ରଶାସନ [270, 2043, 420, 2059]
ojee-cbt-2: Computer Based Test (CBT) mode for all the courses [984, 1613, 1398, 1629]
ojee-ref: Ref. No. OJEE / 38 [935, 1365, 1073, 1381]
handicraft-ad [924, 530, 1458, 1292]
ojee-p5: OJEE-2020, such as eligibility criteria, reservation policy, examination pattern, syllabus etc. [964, 1817, 1418, 1849]
table-row [934, 2130, 1449, 2167]
iskcon-box-sub-1: ରାଜ୍ୟ ସରକାରଙ୍କୁ ଅନୁରୋଧ [266, 2025, 424, 2041]
bus-byline: ଭୁବନେଶ୍ୱର, ୫।୨ (ବ୍ୟୁରୋ) [240, 196, 376, 210]
design-highlight-box [458, 722, 678, 816]
sankshep-label [18, 124, 203, 156]
manoj-headline: ମନୋଜ ଦାସ ପାଇବେ ‘କଳିଙ୍ଗ ସାହିତ୍ୟ ସମ୍ମାନ’ [222, 1053, 904, 1094]
owl-photo [18, 238, 203, 398]
ad-code: DSPL - 262 [1380, 614, 1448, 627]
